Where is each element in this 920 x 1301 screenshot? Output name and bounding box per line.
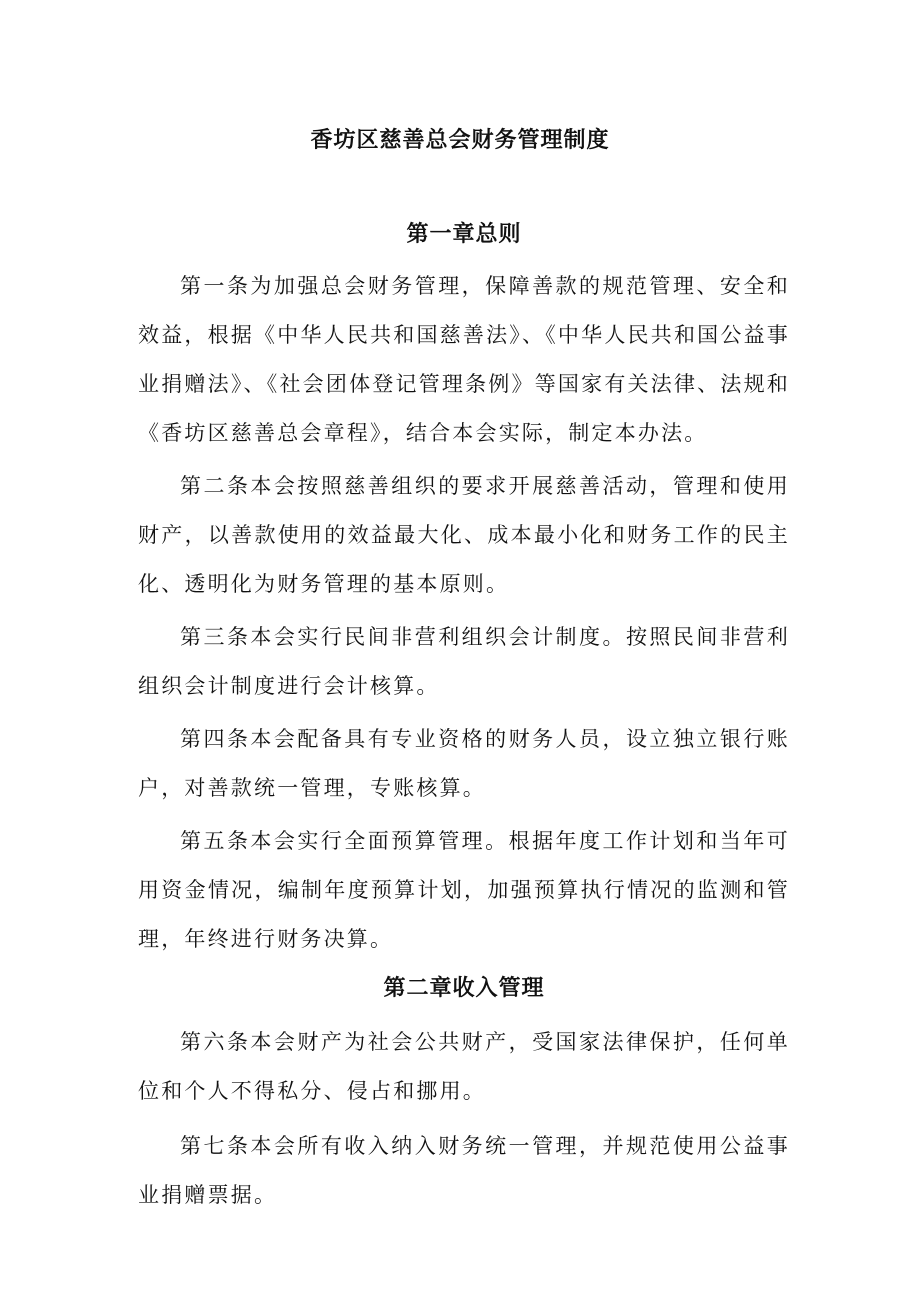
article-7: 第七条本会所有收入纳入财务统一管理，并规范使用公益事业捐赠票据。 <box>138 1134 790 1207</box>
chapter-1 <box>138 214 790 964</box>
document-title: 香坊区慈善总会财务管理制度 <box>310 127 610 153</box>
chapter-heading: 第一章总则 <box>406 221 522 247</box>
article-6: 第六条本会财产为社会公共财产，受国家法律保护，任何单位和个人不得私分、侵占和挪用。 <box>138 1030 790 1103</box>
document-body <box>138 214 790 1224</box>
chapter-heading: 第二章收入管理 <box>383 975 545 1001</box>
article-4: 第四条本会配备具有专业资格的财务人员，设立独立银行账户，对善款统一管理，专账核算。 <box>138 727 790 800</box>
article-5: 第五条本会实行全面预算管理。根据年度工作计划和当年可用资金情况，编制年度预算计划，加强预算执行情况的监测和管理，年终进行财务决算。 <box>138 829 790 951</box>
article-2: 第二条本会按照慈善组织的要求开展慈善活动，管理和使用财产，以善款使用的效益最大化、成本最小化和财务工作的民主化、透明化为财务管理的基本原则。 <box>138 474 790 596</box>
article-3: 第三条本会实行民间非营利组织会计制度。按照民间非营利组织会计制度进行会计核算。 <box>138 625 790 698</box>
chapter-2 <box>138 968 790 1220</box>
article-1: 第一条为加强总会财务管理，保障善款的规范管理、安全和效益，根据《中华人民共和国慈善法》、《中华人民共和国公益事业捐赠法》、《社会团体登记管理条例》等国家有关法律、法规和《香坊区慈善总会章程》，结合本会实际，制定本办法。 <box>138 274 790 445</box>
